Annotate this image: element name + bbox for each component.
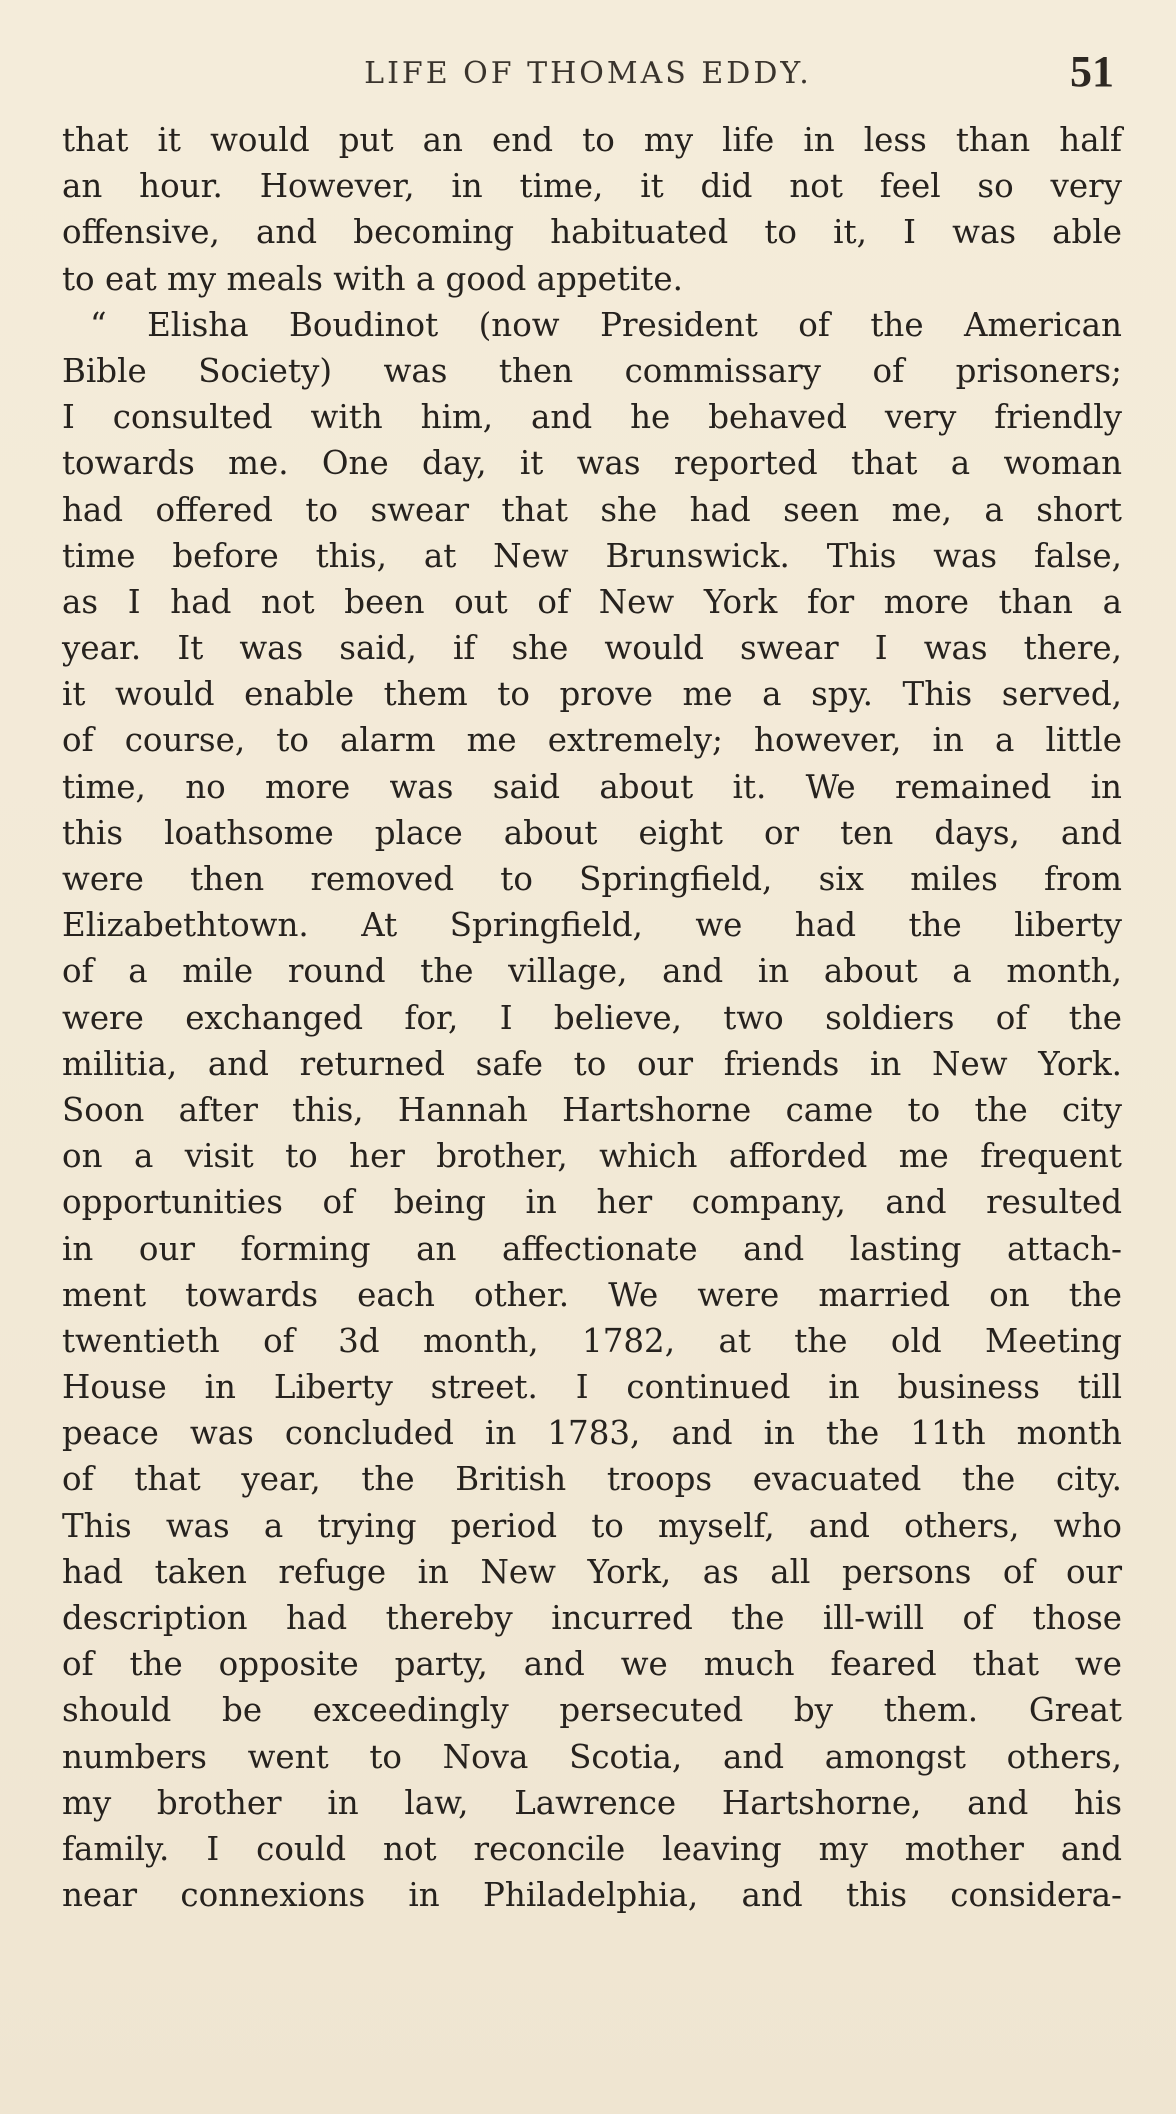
text-line: that it would put an end to my life in less than half (62, 121, 1122, 159)
body-text (62, 117, 1122, 1918)
text-line: “ Elisha Boudinot (now President of the American (90, 305, 1122, 344)
text-line: time, no more was said about it. We remained in (62, 767, 1122, 806)
text-line: Soon after this, Hannah Hartshorne came to the city (62, 1090, 1122, 1129)
text-line: on a visit to her brother, which afforded me frequent (62, 1137, 1122, 1176)
text-line: as I had not been out of New York for more than a (62, 582, 1122, 621)
text-line: of the opposite party, and we much feared that we (62, 1645, 1122, 1684)
text-line: were exchanged for, I believe, two soldiers of the (62, 998, 1122, 1037)
text-line: Elizabethtown. At Springfield, we had the liberty (62, 906, 1122, 945)
text-line: near connexions in Philadelphia, and this considera- (62, 1876, 1122, 1915)
text-line: opportunities of being in her company, and resulted (62, 1183, 1122, 1222)
text-line: twentieth of 3d month, 1782, at the old Meeting (62, 1321, 1122, 1360)
text-line: numbers went to Nova Scotia, and amongst others, (62, 1737, 1122, 1776)
text-line: time before this, at New Brunswick. This was false, (62, 536, 1122, 575)
text-line: offensive, and becoming habituated to it, I was able (62, 213, 1122, 252)
text-line: should be exceedingly persecuted by them. Great (62, 1691, 1122, 1730)
text-line: ment towards each other. We were married on the (62, 1275, 1122, 1314)
text-line: militia, and returned safe to our friends in New York. (62, 1044, 1122, 1083)
text-line: family. I could not reconcile leaving my mother and (62, 1829, 1122, 1868)
text-line: House in Liberty street. I continued in business till (62, 1368, 1122, 1407)
text-line: of that year, the British troops evacuated the city. (62, 1460, 1122, 1499)
text-line: peace was concluded in 1783, and in the 11th month (62, 1414, 1122, 1453)
text-line: towards me. One day, it was reported that a woman (62, 444, 1122, 483)
text-line: were then removed to Springfield, six miles from (62, 860, 1122, 898)
text-line: had taken refuge in New York, as all persons of our (62, 1552, 1122, 1591)
running-title: LIFE OF THOMAS EDDY. (364, 56, 812, 91)
text-line: to eat my meals with a good appetite. (62, 259, 683, 298)
text-line: an hour. However, in time, it did not feel so very (62, 167, 1122, 206)
text-line: This was a trying period to myself, and others, who (62, 1506, 1122, 1545)
text-line: year. It was said, if she would swear I was there, (62, 629, 1122, 668)
page-number: 51 (1070, 47, 1114, 96)
text-line: Bible Society) was then commissary of prisoners; (62, 351, 1122, 390)
text-line: had offered to swear that she had seen me, a short (62, 490, 1122, 529)
text-line: of course, to alarm me extremely; however, in a little (62, 721, 1122, 760)
text-line: description had thereby incurred the ill-will of those (62, 1599, 1122, 1637)
text-line: this loathsome place about eight or ten days, and (62, 813, 1122, 852)
text-line: in our forming an affectionate and lasting attach- (62, 1229, 1122, 1268)
text-line: I consulted with him, and he behaved very friendly (62, 398, 1122, 437)
text-line: it would enable them to prove me a spy. This served, (62, 675, 1122, 714)
text-line: of a mile round the village, and in about a month, (62, 952, 1122, 991)
text-line: my brother in law, Lawrence Hartshorne, and his (62, 1783, 1122, 1822)
running-head (62, 46, 1114, 96)
